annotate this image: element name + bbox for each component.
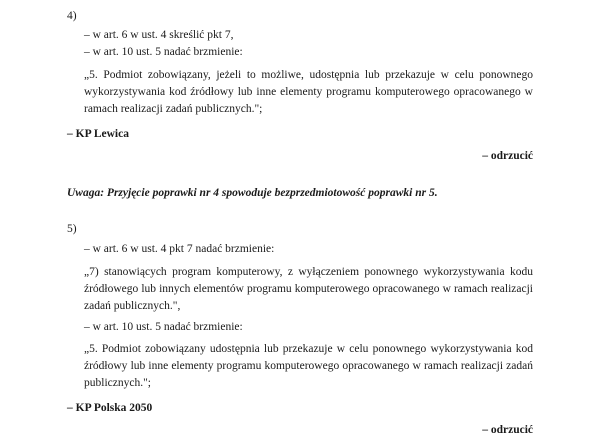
amendment-quote: „5. Podmiot zobowiązany, jeżeli to możliwe, udostępnia lub przekazuje w celu ponownego wykorzystywania kod źródłowy lub inne elementy programu komputerowego opracowanego w ramach realizacji zadań publicznych.";	[84, 69, 533, 115]
amendment-item: – w art. 6 w ust. 4 skreślić pkt 7,	[84, 29, 234, 41]
amendment-number: 4)	[67, 10, 77, 22]
amendment-decision: – odrzucić	[482, 150, 533, 162]
amendment-block-4	[67, 8, 533, 165]
amendment-block-5	[67, 221, 533, 439]
amendment-number: 5)	[67, 223, 77, 235]
amendment-party: – KP Lewica	[67, 128, 129, 140]
amendment-item: – w art. 10 ust. 5 nadać brzmienie:	[84, 321, 243, 333]
amendment-item: – w art. 10 ust. 5 nadać brzmienie:	[84, 46, 243, 58]
amendment-quote: „7) stanowiących program komputerowy, z wyłączeniem ponownego wykorzystywania kodu źródłowego lub innych elementów programu komputerowego opracowanego w ramach realizacji zadań publicznych.",	[84, 266, 533, 312]
amendment-party: – KP Polska 2050	[67, 402, 153, 414]
amendment-quote: „5. Podmiot zobowiązany udostępnia lub przekazuje w celu ponownego wykorzystywania kod źródłowy lub inne elementy programu komputerowego opracowanego w ramach realizacji zadań publicznych.";	[84, 343, 533, 389]
amendment-decision: – odrzucić	[482, 424, 533, 436]
amendment-item: – w art. 6 w ust. 4 pkt 7 nadać brzmienie:	[84, 243, 275, 255]
section-spacer	[67, 202, 533, 221]
note-text: Uwaga: Przyjęcie poprawki nr 4 spowoduje bezprzedmiotowość poprawki nr 5.	[67, 187, 438, 199]
